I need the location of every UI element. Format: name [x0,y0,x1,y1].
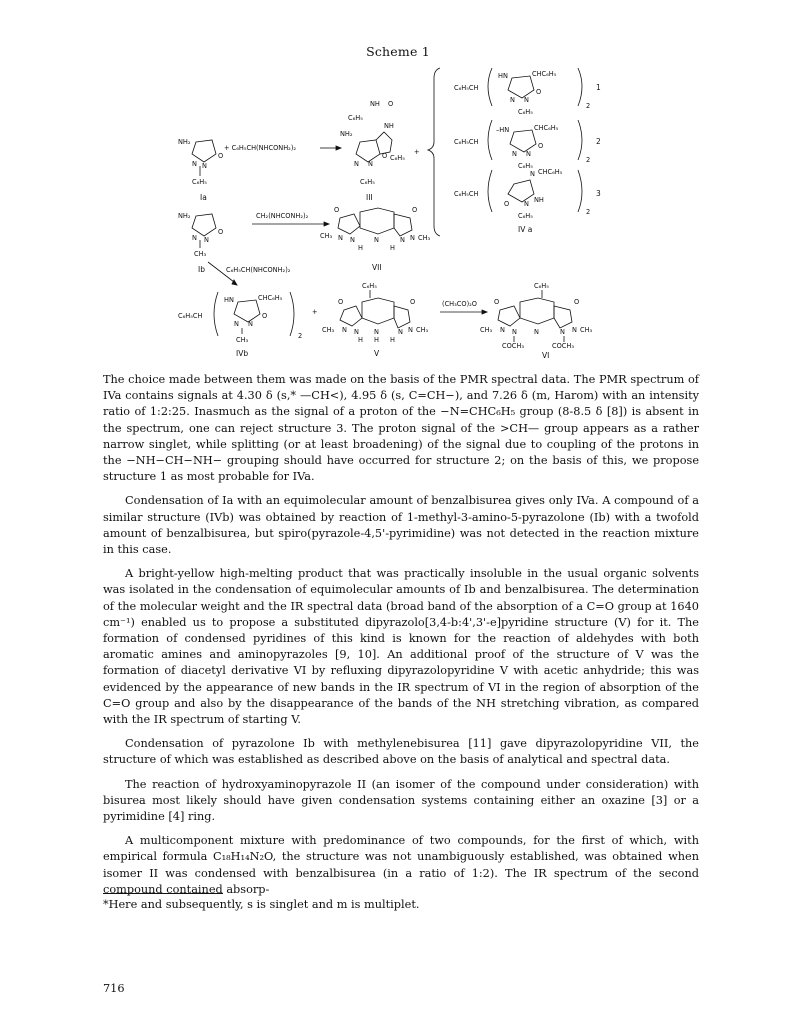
svg-text:CHC₆H₅: CHC₆H₅ [534,124,559,132]
compound-vii [320,206,431,272]
paragraph-5: The reaction of hydroxyaminopyrazole II (an isomer of the compound under consideration) with bisurea most likely should have given condensation systems containing either an oxazine [3] or a pyrimidine [4] ring. [103,777,699,824]
svg-text:C₆H₅: C₆H₅ [518,162,533,170]
svg-text:O: O [494,298,500,306]
compound-iii [340,100,405,202]
svg-text:O: O [218,152,224,160]
svg-text:N: N [374,328,379,336]
svg-text:N: N [408,326,413,334]
svg-text:NH: NH [534,196,544,204]
svg-text:N: N [398,328,403,336]
svg-text:C₆H₅: C₆H₅ [518,212,533,220]
svg-text:O: O [388,100,394,108]
label-structure-3: 3 [596,189,601,198]
svg-text:N: N [526,150,531,158]
svg-text:2: 2 [586,156,591,164]
label-v: V [374,349,380,358]
compound-ib [178,212,223,274]
label-structure-2: 2 [596,137,601,146]
structure-2 [454,120,601,170]
label-vii: VII [372,263,382,272]
svg-text:COCH₃: COCH₃ [502,342,524,350]
svg-text:C₆H₅: C₆H₅ [362,282,377,290]
paragraph-3: A bright-yellow high-melting product that was practically insoluble in the usual organic solvents was isolated in the condensation of equimolecular amounts of Ib and benzalbisurea. The determination of the molecular weight and the IR spectral data (broad band of the absorption of a C=O group at 1640 cm⁻¹) enabled us to propose a substituted dipyrazolo[3,4-b:4',3'-e]pyridine structure (V) for it. The formation of condensed pyridines of this kind is known for the reaction of aldehydes with both aromatic amines and aminopyrazoles [9, 10]. An additional proof of the structure of V was the formation of diacetyl derivative VI by refluxing dipyrazolopyridine V with acetic anhydride; this was evidenced by the appearance of new bands in the IR spectrum of VI in the region of absorption of the C=O group and also by the disappearance of the bands of the NH stretching vibration, as compared with the IR spectrum of starting V. [103,567,699,727]
compound-ivb [178,292,302,358]
page-number: 716 [103,982,125,995]
svg-text:N: N [512,150,517,158]
svg-text:C₆H₅: C₆H₅ [360,178,375,186]
svg-text:H: H [390,244,395,252]
svg-text:N: N [202,162,207,170]
svg-text:N: N [248,320,253,328]
svg-text:N: N [338,234,343,242]
svg-text:H: H [358,336,363,344]
label-ivb: IVb [236,349,249,358]
label-iii: III [366,193,373,202]
svg-text:C₆H₅CH: C₆H₅CH [454,138,479,146]
svg-text:NH₂: NH₂ [178,212,191,220]
svg-text:N: N [512,328,517,336]
scheme-title: Scheme 1 [366,44,430,59]
svg-text:CH₃: CH₃ [480,326,493,334]
svg-text:NH₂: NH₂ [178,138,191,146]
svg-text:CH₃: CH₃ [416,326,429,334]
svg-text:CHC₆H₅: CHC₆H₅ [258,294,283,302]
svg-text:O: O [538,142,544,150]
svg-text:2: 2 [586,208,591,216]
svg-text:C₆H₅: C₆H₅ [192,178,207,186]
paragraph-2: Condensation of Ia with an equimolecular amount of benzalbisurea gives only IVa. A compound of a similar structure (IVb) was obtained by reaction of 1-methyl-3-amino-5-pyrazolone (Ib) with a twofold amount of benzalbisurea, but spiro(pyrazole-4,5'-pyrimidine) was not detected in the reaction mixture in this case. [103,494,699,557]
svg-text:CH₃: CH₃ [580,326,593,334]
svg-text:N: N [204,236,209,244]
svg-text:N: N [530,170,535,178]
svg-text:+: + [414,148,420,156]
svg-text:O: O [334,206,340,214]
svg-text:C₆H₅CH: C₆H₅CH [454,190,479,198]
compound-v [322,282,429,358]
svg-text:2: 2 [586,102,591,110]
svg-text:N: N [374,236,379,244]
svg-text:O: O [574,298,580,306]
svg-text:CH₃: CH₃ [322,326,335,334]
svg-text:C₆H₅: C₆H₅ [534,282,549,290]
svg-text:H: H [374,336,379,344]
reaction-scheme [178,62,608,358]
svg-text:O: O [536,88,542,96]
svg-text:HN: HN [498,72,508,80]
svg-text:N: N [350,236,355,244]
body-text [103,372,699,906]
svg-text:NH₂: NH₂ [340,130,353,138]
label-ia: Ia [200,193,207,202]
svg-text:CH₃: CH₃ [236,336,249,344]
paragraph-1: The choice made between them was made on the basis of the PMR spectral data. The PMR spectrum of IVa contains signals at 4.30 δ (s,* —CH<), 4.95 δ (s, C=CH−), and 7.26 δ (m, Harom) with an intensity ratio of 1:2:25. Inasmuch as the signal of a proton of the −N=CHC₆H₅ group (8-8.5 δ [8]) is absent in the spectrum, one can reject structure 3. The proton signal of the >CH— group appears as a rather narrow singlet, while splitting (or at least broadening) of the signal due to coupling of the protons in the −NH−CH−NH− grouping should have occurred for structure 2; on the basis of this, we propose structure 1 as most probable for IVa. [103,373,699,484]
svg-text:C₆H₅CH: C₆H₅CH [178,312,203,320]
svg-text:N: N [410,234,415,242]
svg-text:H: H [390,336,395,344]
svg-text:HN: HN [224,296,234,304]
reagent-benzalbisurea: + C₆H₅CH(NHCONH₂)₂ [224,144,297,152]
svg-text:N: N [524,200,529,208]
reagent-benzal-ib: C₆H₅CH(NHCONH₂)₂ [226,266,291,274]
svg-text:CH₃: CH₃ [320,232,333,240]
svg-text:H: H [358,244,363,252]
svg-text:C₆H₅: C₆H₅ [390,154,405,162]
paragraph-6: A multicomponent mixture with predominance of two compounds, for the first of which, with empirical formula C₁₈H₁₄N₂O, the structure was not unambiguously established, was obtained when isomer II was condensed with benzalbisurea (in a ratio of 1:2). The IR spectrum of the second compound contained absorp- [103,834,699,896]
svg-text:COCH₃: COCH₃ [552,342,574,350]
compound-vi [480,282,593,358]
svg-text:N: N [510,96,515,104]
svg-text:O: O [338,298,344,306]
svg-text:+: + [312,308,318,316]
svg-text:O: O [504,200,510,208]
svg-text:N: N [234,320,239,328]
compound-ia [178,138,223,202]
svg-text:C₆H₅CH: C₆H₅CH [454,84,479,92]
paragraph-4: Condensation of pyrazolone Ib with methylenebisurea [11] gave dipyrazolopyridine VII, the structure of which was established as described above on the basis of analytical and spectral data. [103,737,699,767]
svg-text:–HN: –HN [496,126,510,134]
svg-text:O: O [410,298,416,306]
svg-text:N: N [354,160,359,168]
svg-text:CH₃: CH₃ [194,250,207,258]
reagent-methylenebisurea: CH₂(NHCONH₂)₂ [256,212,309,220]
svg-text:N: N [342,326,347,334]
structure-1 [454,68,601,116]
svg-text:O: O [382,152,388,160]
footnote-rule [103,893,223,894]
label-iva: IV a [518,225,533,234]
svg-text:O: O [412,206,418,214]
svg-text:C₆H₅: C₆H₅ [348,114,363,122]
label-vi: VI [542,351,550,358]
svg-text:N: N [534,328,539,336]
reagent-acetic-anhydride: (CH₃CO)₂O [442,300,477,308]
svg-text:N: N [560,328,565,336]
svg-text:C₆H₅: C₆H₅ [518,108,533,116]
svg-text:NH: NH [384,122,394,130]
footnote: *Here and subsequently, s is singlet and m is multiplet. [103,898,420,911]
label-structure-1: 1 [596,83,601,92]
label-ib: Ib [198,265,205,274]
svg-text:N: N [368,160,373,168]
svg-text:N: N [524,96,529,104]
svg-text:N: N [192,160,197,168]
svg-text:N: N [354,328,359,336]
structure-3 [454,168,601,234]
svg-text:NH: NH [370,100,380,108]
svg-text:CH₃: CH₃ [418,234,431,242]
svg-text:N: N [192,234,197,242]
svg-text:N: N [572,326,577,334]
svg-text:CHC₆H₅: CHC₆H₅ [532,70,557,78]
svg-text:N: N [400,236,405,244]
svg-text:O: O [262,312,268,320]
svg-text:2: 2 [298,332,303,340]
svg-text:N: N [500,326,505,334]
svg-text:CHC₆H₅: CHC₆H₅ [538,168,563,176]
svg-text:O: O [218,228,224,236]
